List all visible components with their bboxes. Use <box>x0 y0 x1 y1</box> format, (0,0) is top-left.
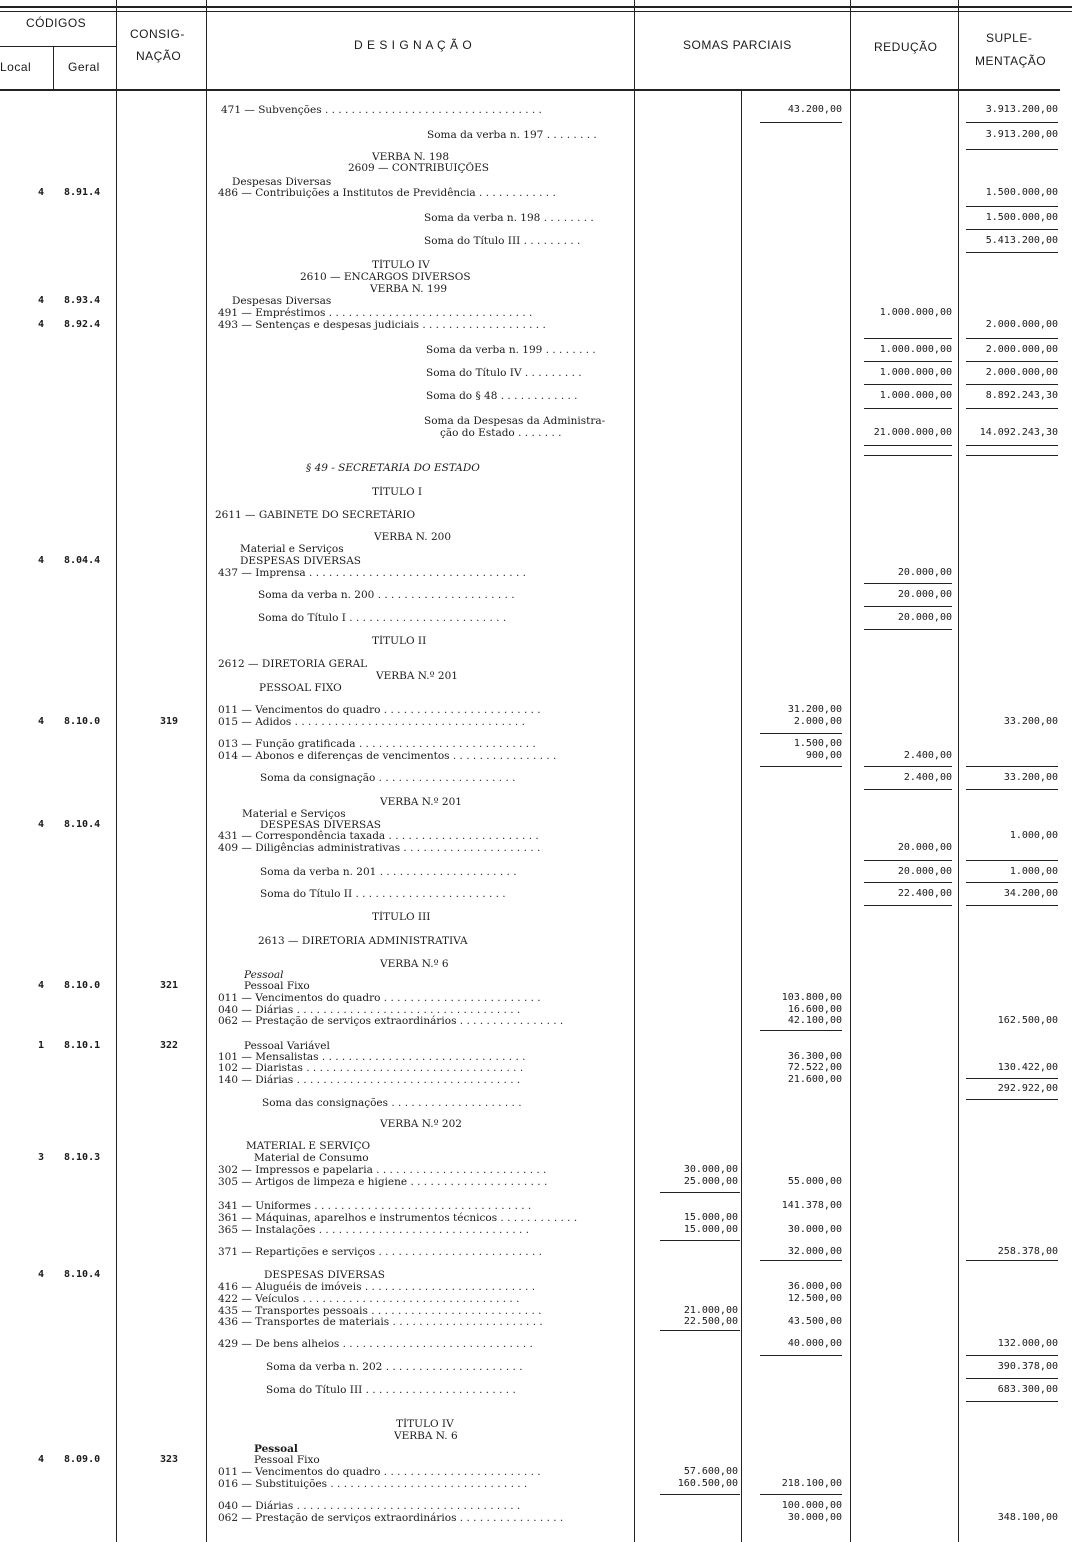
table-row-designation: 422 — Veículos . . . . . . . . . . . . . . . . . . . . . . . . . . . . . . . . . <box>218 1293 520 1305</box>
table-cell-red: 1.000.000,00 <box>879 307 952 318</box>
table-cell-local: 4 <box>38 1454 45 1465</box>
table-cell-consig: 319 <box>160 716 179 727</box>
sum-rule <box>966 384 1058 385</box>
table-row-designation: 062 — Prestação de serviços extraordinários . . . . . . . . . . . . . . . . <box>218 1015 564 1027</box>
sum-rule <box>966 766 1058 767</box>
table-cell-geral: 8.09.0 <box>64 1454 101 1465</box>
table-row-designation: 409 — Diligências administrativas . . . . . . . . . . . . . . . . . . . . . <box>218 842 541 854</box>
header-designacao: D E S I G N A Ç Ã O <box>354 38 473 52</box>
table-cell-local: 4 <box>38 187 45 198</box>
table-cell-geral: 8.10.0 <box>64 716 101 727</box>
table-row-designation: § 49 - SECRETARIA DO ESTADO <box>306 462 480 474</box>
table-cell-p1: 25.000,00 <box>683 1176 738 1187</box>
sum-rule <box>966 408 1058 409</box>
table-row-designation: DESPESAS DIVERSAS <box>260 819 382 831</box>
table-cell-p2: 55.000,00 <box>787 1176 842 1187</box>
table-row-designation: 493 — Sentenças e despesas judiciais . . . . . . . . . . . . . . . . . . . <box>218 319 546 331</box>
table-cell-red: 1.000.000,00 <box>879 367 952 378</box>
sum-rule <box>966 1378 1058 1379</box>
table-row-designation: 102 — Diaristas . . . . . . . . . . . . . . . . . . . . . . . . . . . . . . . . . <box>218 1062 524 1074</box>
sum-rule <box>966 860 1058 861</box>
header-geral: Geral <box>68 60 100 74</box>
sum-rule <box>966 1078 1058 1079</box>
col-line-local <box>53 46 54 90</box>
table-cell-sup: 2.000.000,00 <box>985 367 1058 378</box>
table-row-designation: PESSOAL FIXO <box>259 682 342 694</box>
table-cell-red: 2.400,00 <box>903 772 952 783</box>
table-cell-p1: 15.000,00 <box>683 1224 738 1235</box>
table-cell-p1: 21.000,00 <box>683 1305 738 1316</box>
sum-rule <box>660 1494 740 1495</box>
table-row-designation: TÍTULO IV <box>372 259 430 271</box>
sum-rule <box>864 338 952 339</box>
table-row-designation: Pessoal <box>244 969 284 981</box>
table-row-designation: Soma do Título II . . . . . . . . . . . . . . . . . . . . . . . <box>260 888 506 900</box>
table-cell-consig: 323 <box>160 1454 179 1465</box>
top-rule <box>0 6 1072 8</box>
col-line-somas <box>850 0 851 1542</box>
table-cell-local: 1 <box>38 1040 45 1051</box>
table-row-designation: VERBA N.º 202 <box>380 1118 462 1130</box>
table-cell-local: 4 <box>38 319 45 330</box>
sum-rule <box>864 606 952 607</box>
table-row-designation: 371 — Repartições e serviços . . . . . . . . . . . . . . . . . . . . . . . . . <box>218 1246 542 1258</box>
table-cell-geral: 8.10.3 <box>64 1152 101 1163</box>
table-row-designation: Material e Serviços <box>242 808 346 820</box>
header-codigos-rule <box>0 46 116 47</box>
sum-rule <box>966 445 1058 446</box>
table-row-designation: Pessoal Fixo <box>244 980 310 992</box>
sum-rule <box>966 905 1058 906</box>
table-cell-p2: 30.000,00 <box>787 1224 842 1235</box>
table-cell-p2: 100.000,00 <box>781 1500 842 1511</box>
table-cell-sup: 132.000,00 <box>997 1338 1058 1349</box>
table-row-designation: 011 — Vencimentos do quadro . . . . . . . . . . . . . . . . . . . . . . . . <box>218 1466 541 1478</box>
header-bottom-rule <box>0 89 1060 91</box>
col-line-parcial <box>741 90 742 1542</box>
table-cell-p2: 43.500,00 <box>787 1316 842 1327</box>
table-cell-geral: 8.10.0 <box>64 980 101 991</box>
table-row-designation: 2612 — DIRETORIA GERAL <box>218 658 368 670</box>
sum-rule <box>966 1099 1058 1100</box>
table-row-designation: 341 — Uniformes . . . . . . . . . . . . . . . . . . . . . . . . . . . . . . . . . <box>218 1200 532 1212</box>
table-row-designation: Soma da Despesas da Administra- <box>424 415 606 427</box>
table-row-designation: MATERIAL E SERVIÇO <box>246 1140 371 1152</box>
table-cell-p2: 30.000,00 <box>787 1512 842 1523</box>
table-row-designation: Soma do Título III . . . . . . . . . <box>424 235 581 247</box>
table-cell-red: 20.000,00 <box>897 589 952 600</box>
table-row-designation: TÍTULO I <box>372 486 423 498</box>
table-cell-local: 4 <box>38 295 45 306</box>
table-row-designation: DESPESAS DIVERSAS <box>264 1269 386 1281</box>
sum-rule <box>760 1494 842 1495</box>
table-cell-sup: 8.892.243,30 <box>985 390 1058 401</box>
table-row-designation: TÍTULO II <box>372 635 427 647</box>
table-cell-local: 4 <box>38 1269 45 1280</box>
table-cell-sup: 1.000,00 <box>1009 866 1058 877</box>
col-line-designacao <box>634 0 635 1542</box>
table-row-designation: Soma das consignações . . . . . . . . . . . . . . . . . . . . <box>262 1097 522 1109</box>
table-row-designation: 101 — Mensalistas . . . . . . . . . . . . . . . . . . . . . . . . . . . . . . . <box>218 1051 526 1063</box>
table-row-designation: Soma da verba n. 197 . . . . . . . . <box>427 129 597 141</box>
table-cell-local: 4 <box>38 980 45 991</box>
table-cell-local: 3 <box>38 1152 45 1163</box>
sum-rule <box>966 1260 1058 1261</box>
table-row-designation: 302 — Impressos e papelaria . . . . . . . . . . . . . . . . . . . . . . . . . . <box>218 1164 547 1176</box>
table-cell-p2: 218.100,00 <box>781 1478 842 1489</box>
table-cell-p1: 160.500,00 <box>677 1478 738 1489</box>
header-reducao: REDUÇÃO <box>874 40 938 54</box>
table-cell-sup: 162.500,00 <box>997 1015 1058 1026</box>
sum-rule <box>864 629 952 630</box>
table-cell-sup: 34.200,00 <box>1003 888 1058 899</box>
sum-rule <box>966 361 1058 362</box>
sum-rule <box>864 860 952 861</box>
table-row-designation: 062 — Prestação de serviços extraordinários . . . . . . . . . . . . . . . . <box>218 1512 564 1524</box>
table-cell-geral: 8.04.4 <box>64 555 101 566</box>
table-cell-p2: 40.000,00 <box>787 1338 842 1349</box>
table-cell-p2: 36.000,00 <box>787 1281 842 1292</box>
table-cell-sup: 292.922,00 <box>997 1083 1058 1094</box>
table-cell-red: 21.000.000,00 <box>873 427 952 438</box>
table-row-designation: VERBA N. 200 <box>374 531 452 543</box>
header-codigos: CÓDIGOS <box>26 16 87 30</box>
table-cell-red: 2.400,00 <box>903 750 952 761</box>
table-row-designation: 435 — Transportes pessoais . . . . . . . . . . . . . . . . . . . . . . . . . . <box>218 1305 542 1317</box>
sum-rule <box>966 206 1058 207</box>
table-cell-sup: 1.000,00 <box>1009 830 1058 841</box>
table-row-designation: 013 — Função gratificada . . . . . . . . . . . . . . . . . . . . . . . . . . . <box>218 738 536 750</box>
sum-rule <box>760 733 842 734</box>
table-cell-red: 1.000.000,00 <box>879 390 952 401</box>
table-row-designation: Pessoal Variável <box>244 1040 330 1052</box>
table-row-designation: ção do Estado . . . . . . . <box>440 427 562 439</box>
table-cell-sup: 258.378,00 <box>997 1246 1058 1257</box>
table-cell-sup: 3.913.200,00 <box>985 129 1058 140</box>
sum-rule <box>864 583 952 584</box>
table-cell-sup: 130.422,00 <box>997 1062 1058 1073</box>
col-line-codigos <box>116 0 117 1542</box>
sum-rule <box>864 789 952 790</box>
table-row-designation: 2611 — GABINETE DO SECRETÁRIO <box>215 509 416 521</box>
table-row-designation: Soma da verba n. 199 . . . . . . . . <box>426 344 596 356</box>
table-row-designation: Soma do Título IV . . . . . . . . . <box>426 367 582 379</box>
table-row-designation: 436 — Transportes de materiais . . . . . . . . . . . . . . . . . . . . . . . <box>218 1316 543 1328</box>
table-row-designation: Material de Consumo <box>254 1152 369 1164</box>
table-row-designation: 140 — Diárias . . . . . . . . . . . . . . . . . . . . . . . . . . . . . . . . . . <box>218 1074 521 1086</box>
sum-rule <box>966 338 1058 339</box>
sum-rule <box>760 1260 842 1261</box>
table-row-designation: VERBA N.º 201 <box>376 670 458 682</box>
table-row-designation: 437 — Imprensa . . . . . . . . . . . . . . . . . . . . . . . . . . . . . . . . . <box>218 567 526 579</box>
header-consig-2: NAÇÃO <box>136 49 182 63</box>
sum-rule <box>864 882 952 883</box>
table-row-designation: Soma da consignação . . . . . . . . . . . . . . . . . . . . . <box>260 772 516 784</box>
table-row-designation: Material e Serviços <box>240 543 344 555</box>
table-row-designation: 040 — Diárias . . . . . . . . . . . . . . . . . . . . . . . . . . . . . . . . . . <box>218 1500 521 1512</box>
sum-rule <box>760 1030 842 1031</box>
table-row-designation: 014 — Abonos e diferenças de vencimentos . . . . . . . . . . . . . . . . <box>218 750 557 762</box>
table-cell-sup: 33.200,00 <box>1003 716 1058 727</box>
table-row-designation: 486 — Contribuições a Institutos de Previdência . . . . . . . . . . . . <box>218 187 556 199</box>
table-row-designation: 416 — Aluguéis de imóveis . . . . . . . . . . . . . . . . . . . . . . . . . . <box>218 1281 536 1293</box>
table-cell-red: 20.000,00 <box>897 567 952 578</box>
table-cell-consig: 322 <box>160 1040 179 1051</box>
table-cell-local: 4 <box>38 716 45 727</box>
table-cell-p2: 43.200,00 <box>787 104 842 115</box>
table-row-designation: Pessoal Fixo <box>254 1454 320 1466</box>
top-rule-2 <box>0 11 1072 12</box>
table-row-designation: Pessoal <box>254 1443 298 1455</box>
table-row-designation: Soma do Título I . . . . . . . . . . . . . . . . . . . . . . . . <box>258 612 507 624</box>
table-cell-red: 20.000,00 <box>897 866 952 877</box>
table-cell-sup: 1.500.000,00 <box>985 187 1058 198</box>
table-row-designation: 431 — Correspondência taxada . . . . . . . . . . . . . . . . . . . . . . . <box>218 830 539 842</box>
table-row-designation: 011 — Vencimentos do quadro . . . . . . . . . . . . . . . . . . . . . . . . <box>218 992 541 1004</box>
table-cell-sup: 3.913.200,00 <box>985 104 1058 115</box>
sum-rule <box>760 122 842 123</box>
table-cell-p2: 103.800,00 <box>781 992 842 1003</box>
table-row-designation: 365 — Instalações . . . . . . . . . . . . . . . . . . . . . . . . . . . . . . . . <box>218 1224 530 1236</box>
sum-rule <box>864 361 952 362</box>
table-cell-sup: 348.100,00 <box>997 1512 1058 1523</box>
table-row-designation: 040 — Diárias . . . . . . . . . . . . . . . . . . . . . . . . . . . . . . . . . . <box>218 1004 521 1016</box>
table-row-designation: Soma da verba n. 200 . . . . . . . . . . . . . . . . . . . . . <box>258 589 515 601</box>
table-cell-geral: 8.92.4 <box>64 319 101 330</box>
table-cell-red: 20.000,00 <box>897 612 952 623</box>
table-row-designation: VERBA N. 6 <box>394 1430 458 1442</box>
sum-rule <box>660 1192 740 1193</box>
sum-rule <box>864 408 952 409</box>
table-cell-sup: 1.500.000,00 <box>985 212 1058 223</box>
table-row-designation: VERBA N.º 201 <box>380 796 462 808</box>
sum-rule <box>966 149 1058 150</box>
table-cell-p2: 1.500,00 <box>793 738 842 749</box>
table-cell-p2: 36.300,00 <box>787 1051 842 1062</box>
table-cell-p1: 30.000,00 <box>683 1164 738 1175</box>
table-row-designation: VERBA N. 198 <box>372 151 450 163</box>
header-suple-1: SUPLE- <box>986 31 1033 45</box>
table-row-designation: 429 — De bens alheios . . . . . . . . . . . . . . . . . . . . . . . . . . . . . <box>218 1338 533 1350</box>
table-cell-p1: 22.500,00 <box>683 1316 738 1327</box>
table-cell-red: 22.400,00 <box>897 888 952 899</box>
sum-rule <box>966 1401 1058 1402</box>
sum-rule <box>760 766 842 767</box>
table-row-designation: 016 — Substituições . . . . . . . . . . . . . . . . . . . . . . . . . . . . . . <box>218 1478 528 1490</box>
table-row-designation: 2613 — DIRETORIA ADMINISTRATIVA <box>258 935 468 947</box>
sum-rule <box>864 384 952 385</box>
table-row-designation: Soma da verba n. 198 . . . . . . . . <box>424 212 594 224</box>
table-row-designation: DESPESAS DIVERSAS <box>240 555 362 567</box>
table-cell-p1: 15.000,00 <box>683 1212 738 1223</box>
sum-rule <box>966 789 1058 790</box>
col-line-reducao <box>958 0 959 1542</box>
header-local: Local <box>0 60 32 74</box>
sum-rule <box>660 1240 740 1241</box>
header-consig-1: CONSIG- <box>130 27 185 41</box>
table-row-designation: 015 — Adidos . . . . . . . . . . . . . . . . . . . . . . . . . . . . . . . . . . . <box>218 716 525 728</box>
table-cell-p2: 900,00 <box>805 750 842 761</box>
table-cell-p2: 72.522,00 <box>787 1062 842 1073</box>
table-cell-p2: 42.100,00 <box>787 1015 842 1026</box>
table-cell-p2: 12.500,00 <box>787 1293 842 1304</box>
table-row-designation: Despesas Diversas <box>232 295 332 307</box>
sum-rule <box>966 229 1058 230</box>
table-cell-local: 4 <box>38 555 45 566</box>
sum-rule <box>760 1355 842 1356</box>
table-cell-consig: 321 <box>160 980 179 991</box>
sum-rule <box>660 1330 740 1331</box>
sum-rule <box>864 905 952 906</box>
table-cell-sup: 33.200,00 <box>1003 772 1058 783</box>
col-line-consig <box>206 0 207 1542</box>
table-cell-sup: 2.000.000,00 <box>985 344 1058 355</box>
sum-rule <box>966 122 1058 123</box>
table-row-designation: 2610 — ENCARGOS DIVERSOS <box>300 271 471 283</box>
table-cell-red: 1.000.000,00 <box>879 344 952 355</box>
table-row-designation: 011 — Vencimentos do quadro . . . . . . . . . . . . . . . . . . . . . . . . <box>218 704 541 716</box>
table-cell-geral: 8.10.1 <box>64 1040 101 1051</box>
table-row-designation: Despesas Diversas <box>232 176 332 188</box>
sum-rule <box>966 455 1058 456</box>
header-somas-parciais: SOMAS PARCIAIS <box>683 38 792 52</box>
table-row-designation: VERBA N. 199 <box>370 283 448 295</box>
table-cell-sup: 5.413.200,00 <box>985 235 1058 246</box>
table-cell-p2: 31.200,00 <box>787 704 842 715</box>
table-row-designation: 361 — Máquinas, aparelhos e instrumentos técnicos . . . . . . . . . . . . <box>218 1212 578 1224</box>
table-row-designation: Soma da verba n. 201 . . . . . . . . . . . . . . . . . . . . . <box>260 866 517 878</box>
table-cell-geral: 8.91.4 <box>64 187 101 198</box>
table-cell-geral: 8.93.4 <box>64 295 101 306</box>
table-cell-p2: 141.378,00 <box>781 1200 842 1211</box>
table-cell-sup: 14.092.243,30 <box>979 427 1058 438</box>
sum-rule <box>864 445 952 446</box>
table-row-designation: 305 — Artigos de limpeza e higiene . . . . . . . . . . . . . . . . . . . . . <box>218 1176 548 1188</box>
sum-rule <box>864 455 952 456</box>
table-row-designation: Soma do Título III . . . . . . . . . . . . . . . . . . . . . . . <box>266 1384 516 1396</box>
table-row-designation: VERBA N.º 6 <box>380 958 449 970</box>
table-cell-sup: 390.378,00 <box>997 1361 1058 1372</box>
sum-rule <box>864 766 952 767</box>
table-cell-sup: 2.000.000,00 <box>985 319 1058 330</box>
table-cell-p2: 32.000,00 <box>787 1246 842 1257</box>
table-cell-p2: 16.600,00 <box>787 1004 842 1015</box>
table-cell-p2: 2.000,00 <box>793 716 842 727</box>
table-cell-sup: 683.300,00 <box>997 1384 1058 1395</box>
table-cell-local: 4 <box>38 819 45 830</box>
table-row-designation: 2609 — CONTRIBUIÇÕES <box>348 162 489 174</box>
sum-rule <box>966 1355 1058 1356</box>
sum-rule <box>966 252 1058 253</box>
header-suple-2: MENTAÇÃO <box>975 54 1047 68</box>
table-row-designation: 491 — Empréstimos . . . . . . . . . . . . . . . . . . . . . . . . . . . . . . . <box>218 307 533 319</box>
table-cell-geral: 8.10.4 <box>64 1269 101 1280</box>
table-row-designation: Soma da verba n. 202 . . . . . . . . . . . . . . . . . . . . . <box>266 1361 523 1373</box>
table-row-designation: TÍTULO III <box>372 911 431 923</box>
table-row-designation: 471 — Subvenções . . . . . . . . . . . . . . . . . . . . . . . . . . . . . . . . . <box>221 104 542 116</box>
table-cell-p1: 57.600,00 <box>683 1466 738 1477</box>
table-cell-geral: 8.10.4 <box>64 819 101 830</box>
table-row-designation: TÍTULO IV <box>396 1418 454 1430</box>
sum-rule <box>966 882 1058 883</box>
table-cell-red: 20.000,00 <box>897 842 952 853</box>
table-cell-p2: 21.600,00 <box>787 1074 842 1085</box>
table-row-designation: Soma do § 48 . . . . . . . . . . . . <box>426 390 578 402</box>
